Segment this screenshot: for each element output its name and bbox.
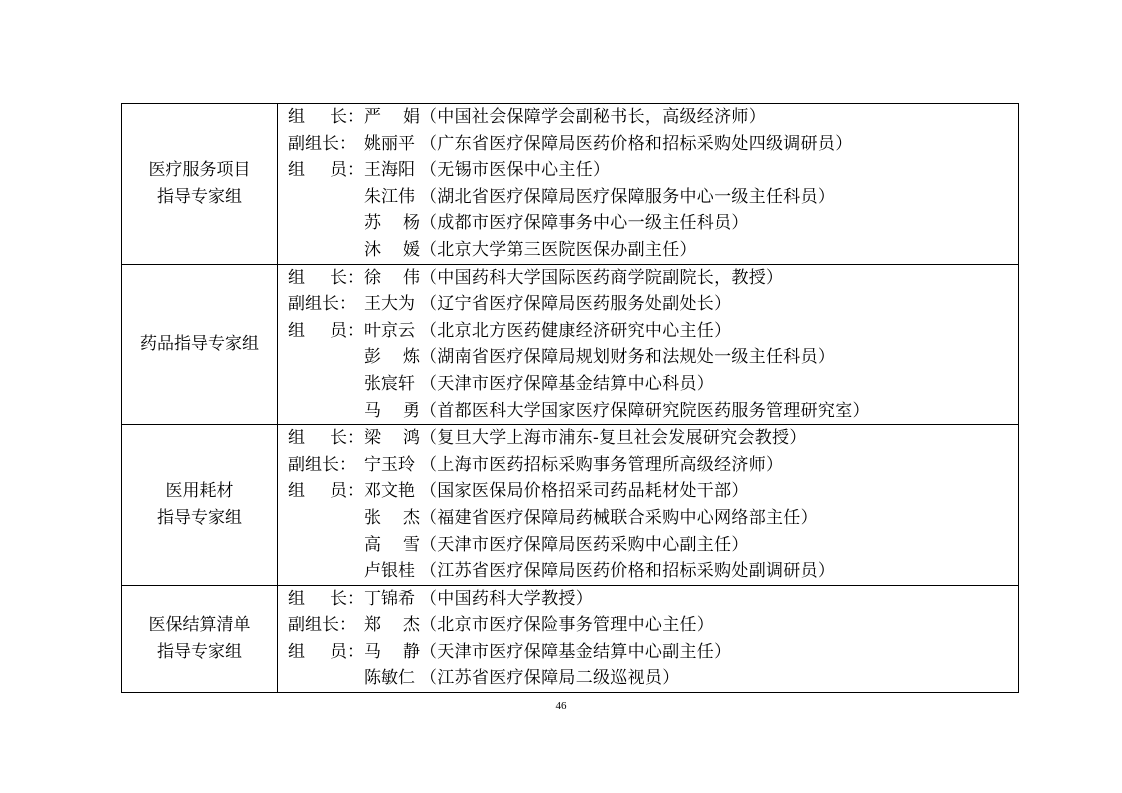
member-name: 马 勇 xyxy=(364,400,420,421)
member-row xyxy=(288,344,1018,371)
member-name: 马 静 xyxy=(364,641,420,662)
page-number: 46 xyxy=(555,700,567,712)
member-affiliation: （中国社会保障学会副秘书长，高级经济师） xyxy=(420,107,766,127)
member-name: 姚丽平 xyxy=(364,133,415,154)
member-name: 苏 杨 xyxy=(364,213,420,234)
member-name: 严 娟 xyxy=(364,107,420,127)
group-row xyxy=(122,104,1019,265)
member-affiliation: （复旦大学上海市浦东-复旦社会发展研究会教授） xyxy=(420,428,807,449)
member-row xyxy=(288,104,1018,131)
member-affiliation: （中国药科大学国际医药商学院副院长，教授） xyxy=(420,267,784,288)
member-name: 邓文艳 xyxy=(364,481,415,502)
member-row xyxy=(288,371,1018,398)
member-affiliation: （江苏省医疗保障局二级巡视员） xyxy=(420,668,680,689)
member-row xyxy=(288,184,1018,211)
member-affiliation: （北京北方医药健康经济研究中心主任） xyxy=(420,320,732,341)
member-affiliation: （无锡市医保中心主任） xyxy=(420,160,611,181)
member-row xyxy=(288,131,1018,158)
group-name-cell xyxy=(122,425,278,586)
member-role: 副组长： xyxy=(288,294,356,315)
member-affiliation: （湖南省医疗保障局规划财务和法规处一级主任科员） xyxy=(420,347,836,368)
member-name: 张宸轩 xyxy=(364,373,415,394)
member-role: 副组长： xyxy=(288,454,356,475)
member-row xyxy=(288,452,1018,479)
member-row xyxy=(288,398,1018,425)
member-role: 组 长： xyxy=(288,428,364,449)
member-name: 张 杰 xyxy=(364,507,420,528)
member-role: 组 长： xyxy=(288,267,364,288)
member-affiliation: （北京市医疗保险事务管理中心主任） xyxy=(420,615,715,636)
member-row xyxy=(288,265,1018,292)
member-row xyxy=(288,425,1018,452)
group-name-cell xyxy=(122,104,278,265)
group-name-line: 指导专家组 xyxy=(157,641,242,662)
member-name: 徐 伟 xyxy=(364,267,420,288)
member-affiliation: （成都市医疗保障事务中心一级主任科员） xyxy=(420,213,749,234)
member-affiliation: （天津市医疗保障基金结算中心副主任） xyxy=(420,641,732,662)
member-row xyxy=(288,237,1018,264)
member-name: 叶京云 xyxy=(364,320,415,341)
member-name: 宁玉玲 xyxy=(364,454,415,475)
member-affiliation: （广东省医疗保障局医药价格和招标采购处四级调研员） xyxy=(420,133,853,154)
group-name-line: 药品指导专家组 xyxy=(140,333,259,354)
member-row xyxy=(288,558,1018,585)
group-row xyxy=(122,425,1019,586)
member-list-cell xyxy=(278,264,1019,425)
member-name: 丁锦希 xyxy=(364,588,415,609)
member-row xyxy=(288,210,1018,237)
member-row xyxy=(288,318,1018,345)
member-affiliation: （北京大学第三医院医保办副主任） xyxy=(420,239,697,260)
group-row xyxy=(122,264,1019,425)
member-role: 组 员： xyxy=(288,160,364,181)
member-name: 卢银桂 xyxy=(364,561,415,582)
member-name: 郑 杰 xyxy=(364,615,420,636)
member-role: 组 长： xyxy=(288,588,364,609)
member-role: 组 员： xyxy=(288,641,364,662)
group-name-cell xyxy=(122,585,278,692)
member-list-cell xyxy=(278,104,1019,265)
member-name: 彭 炼 xyxy=(364,347,420,368)
group-name-line: 医疗服务项目 xyxy=(148,159,251,180)
member-role: 组 员： xyxy=(288,320,364,341)
member-role: 副组长： xyxy=(288,615,356,636)
member-role: 副组长： xyxy=(288,133,356,154)
member-list-cell xyxy=(278,425,1019,586)
member-affiliation: （江苏省医疗保障局医药价格和招标采购处副调研员） xyxy=(420,561,836,582)
group-name-line: 医保结算清单 xyxy=(148,614,251,635)
member-name: 王海阳 xyxy=(364,160,415,181)
member-affiliation: （天津市医疗保障基金结算中心科员） xyxy=(420,373,715,394)
member-row xyxy=(288,639,1018,666)
member-affiliation: （辽宁省医疗保障局医药服务处副处长） xyxy=(420,294,732,315)
member-row xyxy=(288,612,1018,639)
member-affiliation: （天津市医疗保障局医药采购中心副主任） xyxy=(420,534,749,555)
member-row xyxy=(288,532,1018,559)
member-affiliation: （湖北省医疗保障局医疗保障服务中心一级主任科员） xyxy=(420,186,836,207)
member-row xyxy=(288,505,1018,532)
group-row xyxy=(122,585,1019,692)
member-affiliation: （首都医科大学国家医疗保障研究院医药服务管理研究室） xyxy=(420,400,870,421)
group-name-line: 医用耗材 xyxy=(165,480,234,501)
member-name: 王大为 xyxy=(364,294,415,315)
group-name-cell xyxy=(122,264,278,425)
member-row xyxy=(288,586,1018,613)
member-role: 组 员： xyxy=(288,481,364,502)
member-affiliation: （中国药科大学教授） xyxy=(420,588,593,609)
group-name-line: 指导专家组 xyxy=(157,507,242,528)
group-name-line: 指导专家组 xyxy=(157,186,242,207)
member-name: 陈敏仁 xyxy=(364,668,415,689)
expert-group-table xyxy=(121,103,1019,693)
member-affiliation: （国家医保局价格招采司药品耗材处干部） xyxy=(420,481,749,502)
member-row xyxy=(288,157,1018,184)
member-row xyxy=(288,291,1018,318)
member-name: 沐 媛 xyxy=(364,239,420,260)
member-name: 高 雪 xyxy=(364,534,420,555)
member-affiliation: （福建省医疗保障局药械联合采购中心网络部主任） xyxy=(420,507,818,528)
member-affiliation: （上海市医药招标采购事务管理所高级经济师） xyxy=(420,454,784,475)
member-row xyxy=(288,478,1018,505)
member-name: 梁 鸿 xyxy=(364,428,420,449)
member-row xyxy=(288,665,1018,692)
member-list-cell xyxy=(278,585,1019,692)
member-name: 朱江伟 xyxy=(364,186,415,207)
member-role: 组 长： xyxy=(288,107,364,127)
